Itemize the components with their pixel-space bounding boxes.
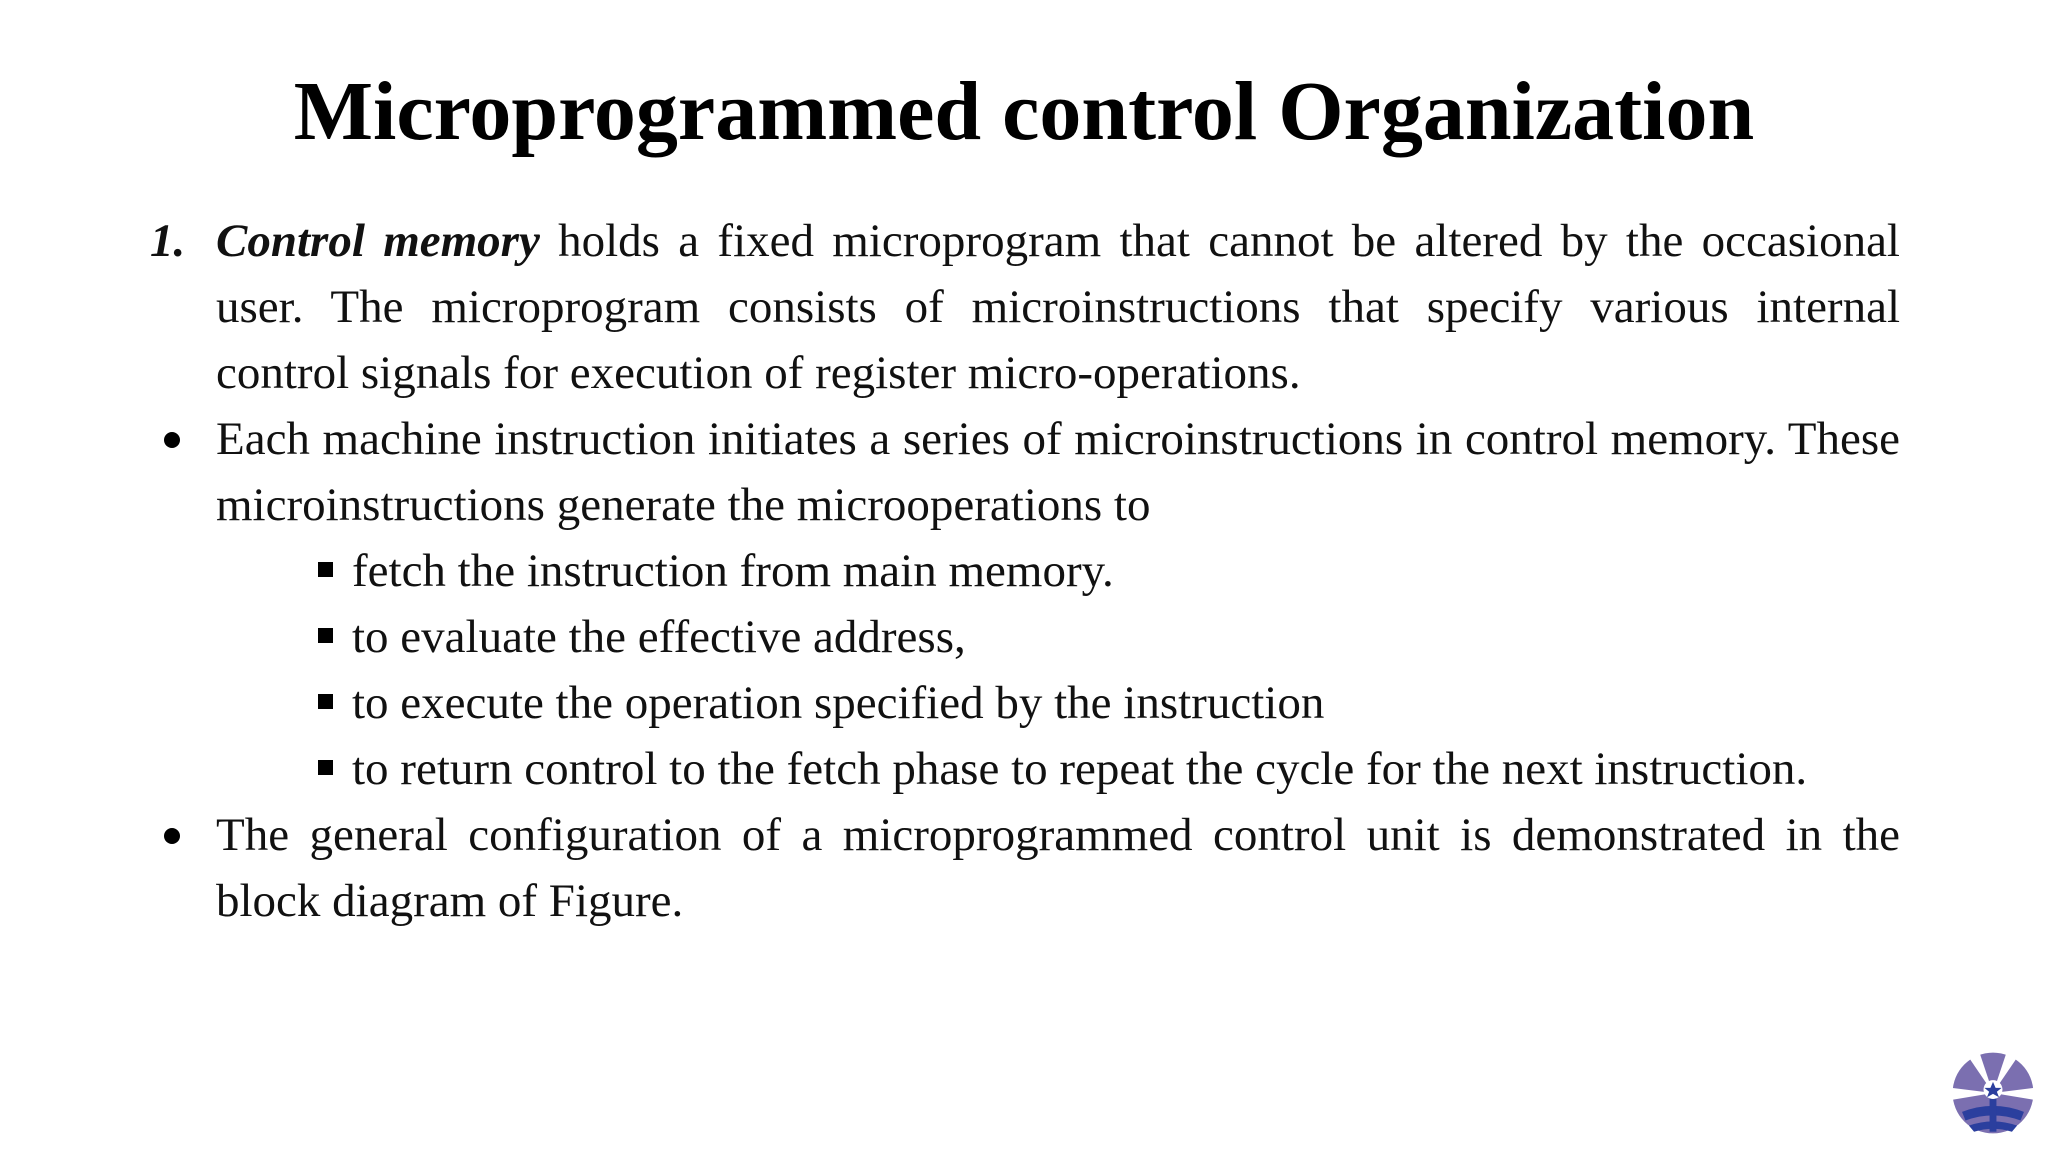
bullet-square-icon <box>318 628 333 643</box>
sublist-item <box>150 670 1900 736</box>
institution-logo-icon <box>1950 1050 2036 1136</box>
list-item-machine-instruction <box>150 406 1900 538</box>
bullet-dot-icon <box>164 828 180 844</box>
sublist-item <box>150 538 1900 604</box>
item-text: The general configuration of a microprogrammed control unit is demonstrated in the block diagram of Figure. <box>216 809 1900 927</box>
bullet-square-icon <box>318 562 333 577</box>
sublist-item <box>150 604 1900 670</box>
sublist-item <box>150 736 1900 802</box>
subitem-text: to evaluate the effective address, <box>352 611 966 663</box>
bullet-dot-icon <box>164 432 180 448</box>
subitem-text: fetch the instruction from main memory. <box>352 545 1114 597</box>
item-text: holds a fixed microprogram that cannot be altered by the occasional user. The microprogram consists of microinstructions that specify various internal control signals for execution of register micro-operations. <box>216 215 1900 399</box>
slide-body <box>150 208 1900 934</box>
bullet-square-icon <box>318 694 333 709</box>
list-item-general-configuration <box>150 802 1900 934</box>
item-text: Each machine instruction initiates a series of microinstructions in control memory. These microinstructions generate the microoperations to <box>216 413 1900 531</box>
list-item-control-memory <box>150 208 1900 406</box>
subitem-text: to execute the operation specified by the instruction <box>352 677 1325 729</box>
list-number: 1. <box>150 215 186 267</box>
term-control-memory: Control memory <box>216 215 540 267</box>
bullet-square-icon <box>318 760 333 775</box>
slide-title: Microprogrammed control Organization <box>293 65 1755 158</box>
subitem-text: to return control to the fetch phase to repeat the cycle for the next instruction. <box>352 743 1808 795</box>
